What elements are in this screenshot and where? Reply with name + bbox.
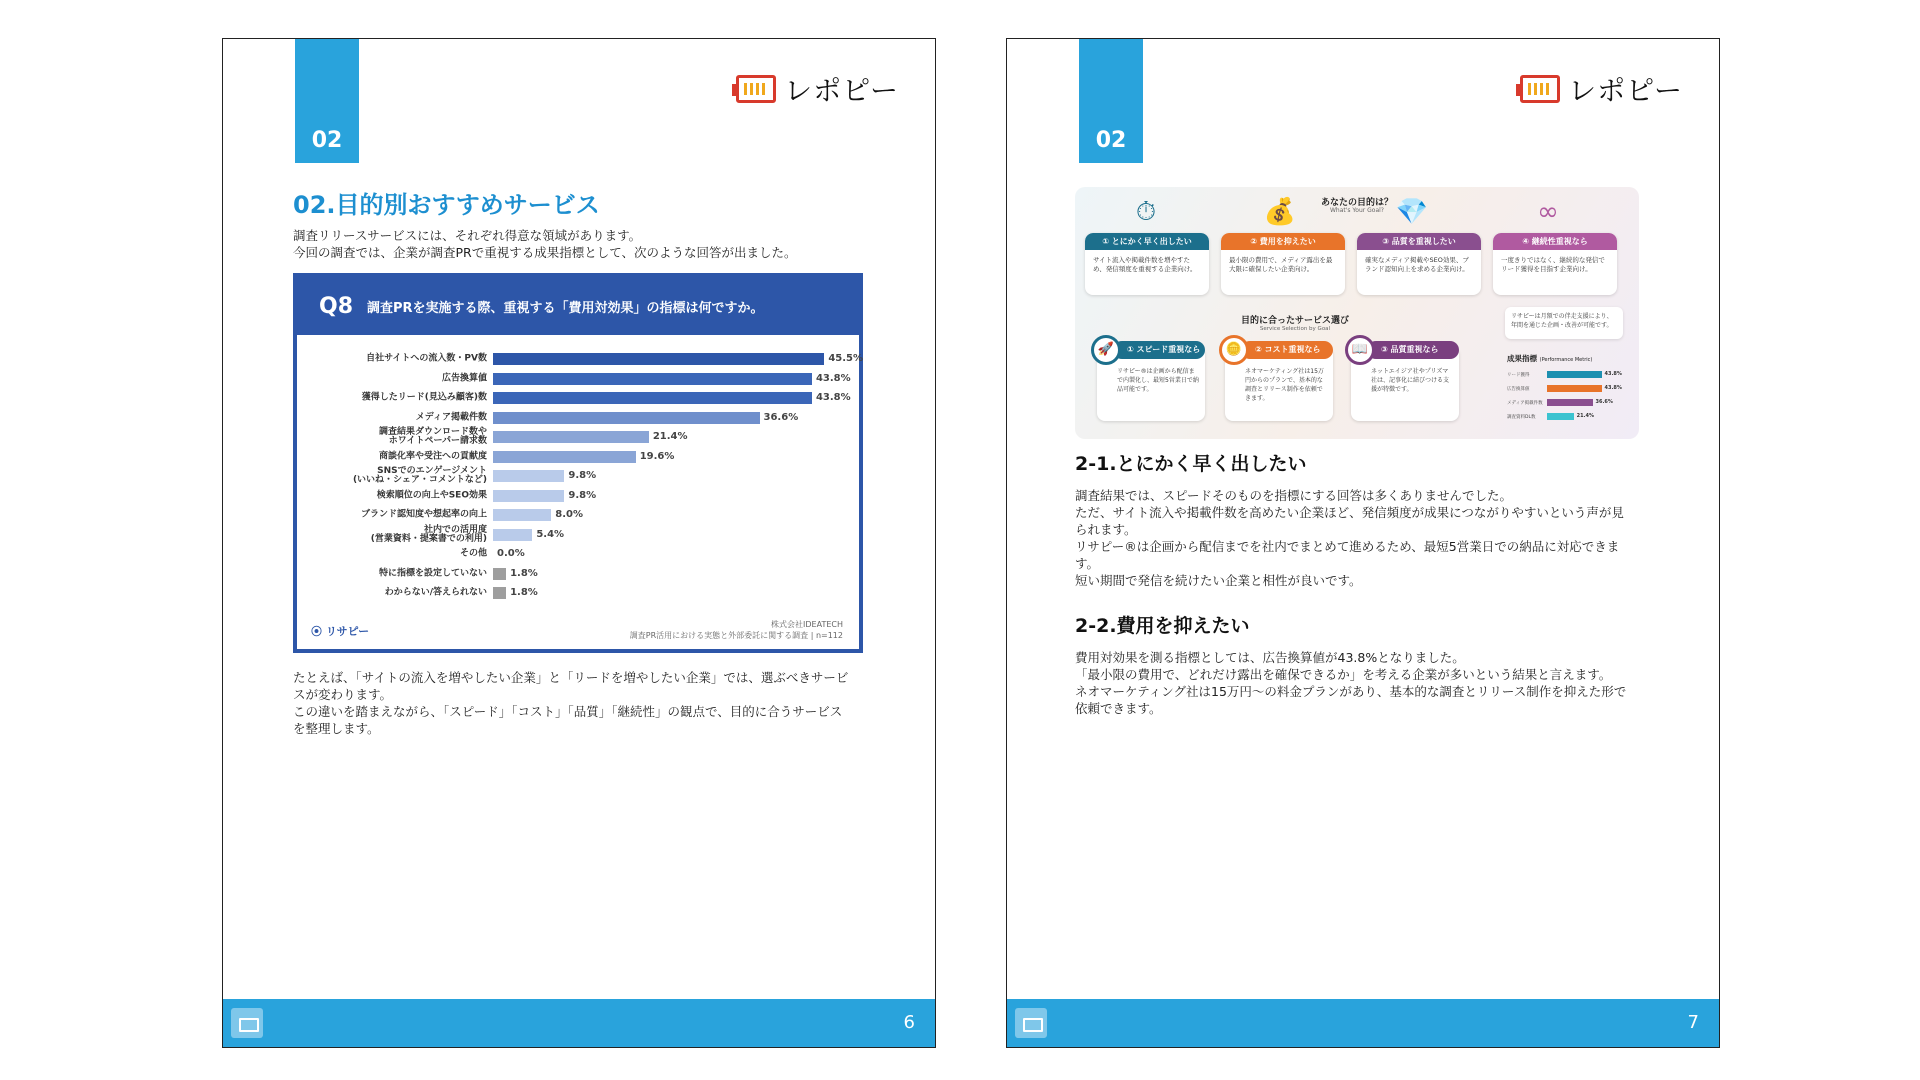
perf-title-text: 成果指標: [1507, 354, 1537, 363]
service-card-desc: ネットエイジア社やプリズマ社は、記事化に結びつける支援が特徴です。: [1371, 368, 1450, 393]
brand-logo: [1520, 69, 1683, 109]
perf-label: 広告換算値: [1507, 387, 1530, 392]
goal-card-head: ③ 品質を重視したい: [1357, 233, 1481, 250]
perf-row: [1507, 397, 1627, 409]
cost-paragraph: [1075, 649, 1665, 717]
perf-label: 調査資料DL数: [1507, 415, 1536, 420]
brand-logo: [736, 69, 899, 109]
coins-icon: 💰: [1263, 197, 1297, 227]
perf-value: 21.4%: [1576, 413, 1594, 419]
chart-category-label: 特に指標を設定していない: [378, 568, 487, 578]
chart-bar: [493, 568, 506, 580]
chart-bar: [493, 470, 564, 482]
chart-bar-row: [297, 585, 859, 601]
service-card-desc: ネオマーケティング社は15万円からのプランで、基本的な調査とリリース制作を依頼できます。: [1245, 368, 1324, 402]
goal-card-desc: 最小限の費用で、メディア露出を最大限に確保したい企業向け。: [1229, 256, 1333, 273]
q8-chart-panel: [293, 273, 863, 653]
chart-bar: [493, 451, 636, 463]
chart-value-label: 43.8%: [815, 372, 851, 384]
research-logo: ⦿ リサピー: [311, 625, 370, 638]
chart-bar-row: [297, 488, 859, 504]
coin-icon: 🪙: [1219, 335, 1249, 365]
chart-category-label: わからない/答えられない: [384, 587, 487, 598]
chart-value-label: 1.8%: [510, 567, 538, 579]
performance-metric-rows: [1507, 369, 1627, 423]
q8-header: [297, 277, 859, 335]
chart-source: [630, 619, 843, 641]
chart-value-label: 5.4%: [536, 528, 565, 540]
outro-line: スが変わります。: [293, 687, 393, 702]
chart-value-label: 43.8%: [815, 392, 851, 403]
intro-line: 調査リリースサービスには、それぞれ得意な領域があります。: [293, 228, 642, 243]
performance-metric-chart: [1507, 353, 1627, 425]
brand-name: レポピー: [784, 74, 899, 107]
goal-card-speed: [1085, 233, 1209, 295]
goal-card-desc: 確実なメディア掲載やSEO効果、ブランド認知向上を求める企業向け。: [1365, 256, 1469, 273]
chart-bar-row: [297, 429, 859, 445]
perf-value: 43.8%: [1604, 385, 1622, 391]
footer-logo-icon: [1015, 1008, 1047, 1038]
chart-value-label: 36.6%: [763, 411, 799, 423]
chart-bar-row: [297, 468, 859, 484]
infographic-title: あなたの目的は？: [1320, 198, 1393, 208]
infographic-subtitle: What's Your Goal?: [1329, 207, 1384, 214]
chart-category-label: 社内での活用度 (営業資料・提案書での利用): [370, 524, 487, 544]
goal-card-head: ① とにかく早く出したい: [1085, 233, 1209, 250]
service-selection-heading: [1195, 313, 1395, 332]
chart-bar-row: [297, 390, 859, 406]
chart-bar-row: [297, 566, 859, 582]
goal-card-desc: 一度きりではなく、継続的な発信でリード獲得を目指す企業向け。: [1501, 256, 1605, 273]
chart-category-label: メディア掲載件数: [415, 412, 487, 422]
outro-paragraph: [293, 669, 879, 737]
chart-bar-row: [297, 371, 859, 387]
performance-metric-title: [1507, 353, 1627, 364]
body-line: ただ、サイト流入や掲載件数を高めたい企業ほど、発信頻度が成果につながりやすいという声が見: [1075, 505, 1624, 520]
chart-category-label: その他: [459, 548, 487, 559]
speed-paragraph: [1075, 487, 1665, 589]
chart-category-label: ブランド認知度や想起率の向上: [360, 509, 487, 520]
service-card-head: ② コスト重視なら: [1241, 341, 1333, 359]
service-card-desc: リサピー®は企画から配信まで内製化し、最短5営業日で納品可能です。: [1117, 368, 1199, 393]
section-tab: [1079, 39, 1143, 163]
brand-name: レポピー: [1568, 74, 1683, 107]
chart-value-label: 21.4%: [652, 431, 688, 442]
outro-line: を整理します。: [293, 721, 380, 736]
body-line: 調査結果では、スピードそのものを指標にする回答は多くありませんでした。: [1075, 488, 1513, 503]
chart-value-label: 45.5%: [828, 353, 864, 364]
service-card-head: ③ 品質重視なら: [1367, 341, 1459, 359]
chart-bar-row: [297, 410, 859, 426]
chart-category-label: 調査結果ダウンロード数や ホワイトペーパー請求数: [378, 427, 487, 446]
body-line: 費用対効果を測る指標としては、広告換算値が43.8%となりました。: [1075, 650, 1465, 665]
goal-card-desc: サイト流入や掲載件数を増やすため、発信頻度を重視する企業向け。: [1093, 256, 1197, 273]
diamond-icon: 💎: [1395, 197, 1429, 227]
chart-value-label: 9.8%: [568, 470, 597, 481]
body-line: ネオマーケティング社は15万円〜の料金プランがあり、基本的な調査とリリース制作を抑えた形で: [1075, 684, 1627, 699]
body-line: す。: [1075, 556, 1100, 571]
page-number: 6: [903, 1012, 915, 1033]
perf-row: [1507, 411, 1627, 423]
chart-value-label: 19.6%: [639, 450, 675, 462]
page-footer: [223, 999, 935, 1047]
service-selection-subtitle: Service Selection by Goal: [1259, 326, 1331, 332]
chart-category-label: 広告換算値: [441, 373, 487, 383]
chart-bar: [493, 529, 532, 541]
intro-line: 今回の調査では、企業が調査PRで重視する成果指標として、次のような回答が出ました。: [293, 245, 797, 260]
subsection-heading-speed: 2-1.とにかく早く出したい: [1075, 453, 1307, 475]
chart-value-label: 8.0%: [555, 509, 583, 520]
section-number: 02: [1095, 128, 1127, 153]
chart-category-label: 検索順位の向上やSEO効果: [376, 490, 487, 500]
chart-bar-row: [297, 449, 859, 465]
source-survey: 調査PR活用における実態と外部委託に関する調査 | n=112: [629, 631, 843, 640]
stopwatch-icon: ⏱: [1135, 197, 1157, 227]
chart-bar: [493, 373, 812, 385]
subsection-heading-cost: 2-2.費用を抑えたい: [1075, 615, 1250, 637]
document-page-6: [222, 38, 936, 1048]
chart-bar: [493, 392, 812, 404]
brand-mark-icon: [736, 75, 776, 103]
chart-bar: [493, 431, 649, 443]
perf-value: 43.8%: [1604, 371, 1622, 377]
goal-card-continuity: [1493, 233, 1617, 295]
service-selection-title: 目的に合ったサービス選び: [1240, 316, 1349, 326]
chart-category-label: 自社サイトへの流入数・PV数: [366, 353, 487, 364]
body-line: 短い期間で発信を続けたい企業と相性が良いです。: [1075, 573, 1362, 588]
research-logo-text: リサピー: [325, 625, 370, 638]
rocket-icon: 🚀: [1091, 335, 1121, 365]
section-title: 02.目的別おすすめサービス: [293, 191, 600, 219]
chart-category-label: 商談化率や受注への貢献度: [378, 451, 487, 461]
infinity-icon: ∞: [1537, 197, 1559, 227]
perf-bar: [1547, 413, 1574, 420]
chart-bar: [493, 412, 760, 424]
body-line: 依頼できます。: [1075, 701, 1162, 716]
intro-paragraph: [293, 227, 873, 261]
infographic-note: リサピーは月額での伴走支援により、年間を通じた企画・改善が可能です。: [1505, 307, 1623, 339]
service-card-head: ① スピード重視なら: [1113, 341, 1205, 359]
book-icon: 📖: [1345, 335, 1375, 365]
body-line: られます。: [1075, 522, 1137, 537]
chart-bar-row: [297, 507, 859, 523]
body-line: リサピー®は企画から配信までを社内でまとめて進めるため、最短5営業日での納品に対応できま: [1075, 539, 1620, 554]
perf-row: [1507, 369, 1627, 381]
brand-mark-icon: [1520, 75, 1560, 103]
chart-bar: [493, 587, 506, 599]
perf-value: 36.6%: [1595, 399, 1613, 405]
goal-card-head: ② 費用を抑えたい: [1221, 233, 1345, 250]
perf-label: リード獲得: [1507, 373, 1530, 378]
source-company: 株式会社IDEATECH: [771, 620, 843, 629]
chart-bar: [493, 490, 564, 502]
chart-category-label: 獲得したリード(見込み顧客)数: [361, 392, 487, 403]
goal-card-quality: [1357, 233, 1481, 295]
service-card-quality: [1351, 342, 1459, 421]
q8-label: Q8: [319, 293, 354, 319]
perf-bar: [1547, 385, 1602, 392]
perf-bar: [1547, 371, 1602, 378]
body-line: 「最小限の費用で、どれだけ露出を確保できるか」を考える企業が多いという結果と言えます。: [1075, 667, 1612, 682]
perf-label: メディア掲載件数: [1507, 401, 1543, 406]
outro-line: この違いを踏まえながら、「スピード」「コスト」「品質」「継続性」の観点で、目的に合うサービス: [293, 704, 843, 719]
perf-row: [1507, 383, 1627, 395]
q8-question: 調査PRを実施する際、重視する「費用対効果」の指標は何ですか。: [367, 300, 764, 316]
chart-bar-row: [297, 351, 864, 367]
chart-bar-row: [297, 524, 859, 544]
chart-value-label: 0.0%: [497, 548, 525, 559]
document-page-7: [1006, 38, 1720, 1048]
chart-bar-row: [297, 546, 859, 562]
chart-value-label: 1.8%: [510, 587, 538, 598]
chart-value-label: 9.8%: [568, 489, 597, 501]
service-card-cost: [1225, 342, 1333, 421]
page-footer: [1007, 999, 1719, 1047]
outro-line: たとえば、「サイトの流入を増やしたい企業」と「リードを増やしたい企業」では、選ぶべきサービ: [293, 670, 849, 685]
goal-infographic: [1075, 187, 1639, 439]
section-number: 02: [311, 128, 343, 153]
perf-bar: [1547, 399, 1593, 406]
goal-card-head: ④ 継続性重視なら: [1493, 233, 1617, 250]
section-tab: [295, 39, 359, 163]
chart-bar: [493, 353, 824, 365]
page-number: 7: [1687, 1012, 1699, 1033]
bar-chart: [297, 335, 864, 649]
perf-subtitle-text: (Performance Metric): [1539, 357, 1593, 363]
chart-bar: [493, 509, 551, 521]
chart-category-label: SNSでのエンゲージメント (いいね・シェア・コメントなど): [352, 466, 487, 485]
goal-card-cost: [1221, 233, 1345, 295]
service-card-speed: [1097, 342, 1205, 421]
footer-logo-icon: [231, 1008, 263, 1038]
